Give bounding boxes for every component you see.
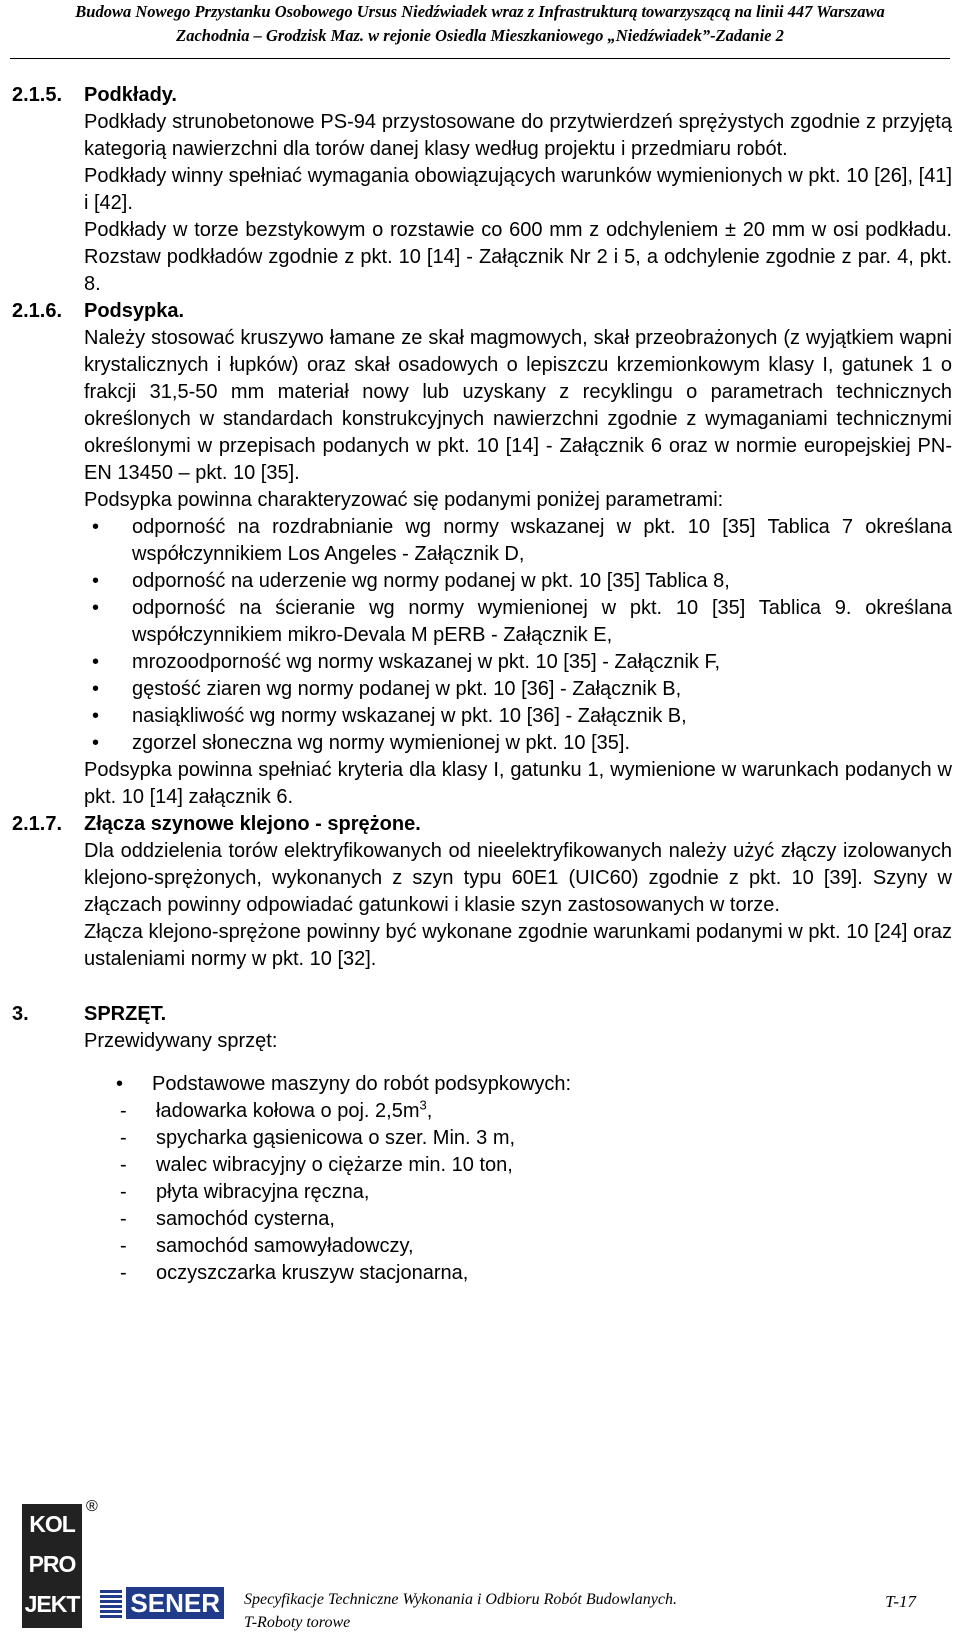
footer-line-1: Specyfikacje Techniczne Wykonania i Odbioru Robót Budowlanych. (244, 1591, 677, 1608)
list-item-text: mrozoodporność wg normy wskazanej w pkt. 10 [35] - Załącznik F, (132, 651, 721, 673)
section-title: Złącza szynowe klejono - sprężone. (84, 813, 421, 835)
section-heading-3 (12, 1001, 952, 1028)
bullet-icon: • (92, 516, 100, 538)
logo-text: JEKT (24, 1591, 80, 1617)
dash-item-text: samochód cysterna, (156, 1208, 335, 1230)
paragraph: Złącza klejono-sprężone powinny być wykonane zgodnie warunkami podanymi w pkt. 10 [24] oraz ustaleniami normy w pkt. 10 [32]. (84, 921, 952, 970)
list-item (84, 730, 952, 757)
paragraph: Podsypka powinna charakteryzować się podanymi poniżej parametrami: (84, 489, 724, 511)
header-line-2: Zachodnia – Grodzisk Maz. w rejonie Osiedla Mieszkaniowego „Niedźwiadek”-Zadanie 2 (176, 26, 784, 45)
page-number: T-17 (885, 1592, 916, 1611)
dash-marker: - (120, 1127, 127, 1149)
list-item (84, 649, 952, 676)
dash-item-text: spycharka gąsienicowa o szer. Min. 3 m, (156, 1127, 516, 1149)
document-body (12, 82, 952, 1287)
paragraph: Podsypka powinna spełniać kryteria dla klasy I, gatunku 1, wymienione w warunkach podanych w pkt. 10 [14] załącznik 6. (84, 759, 952, 808)
bullet-icon: • (92, 651, 100, 673)
list-item (84, 595, 952, 649)
dash-item (120, 1152, 952, 1179)
logo-text: PRO (28, 1551, 76, 1577)
section-number: 2.1.5. (12, 84, 63, 106)
list-item-text: odporność na uderzenie wg normy podanej w pkt. 10 [35] Tablica 8, (132, 570, 730, 592)
bullet-icon: • (92, 732, 100, 754)
bullet-icon: • (92, 570, 100, 592)
section-title: SPRZĘT. (84, 1003, 167, 1025)
section-number: 2.1.6. (12, 300, 63, 322)
dash-item-text: samochód samowyładowczy, (156, 1235, 414, 1257)
list-item (84, 676, 952, 703)
superscript: 3 (419, 1097, 427, 1113)
dash-marker: - (120, 1235, 127, 1257)
dash-item-text-tail: , (426, 1100, 433, 1122)
logo-text: SENER (126, 1587, 224, 1619)
spacer (12, 973, 952, 1001)
section-heading-2-1-7 (12, 811, 952, 838)
dash-marker: - (120, 1154, 127, 1176)
dash-item (120, 1260, 952, 1287)
footer-line-2: T-Roboty torowe (244, 1614, 351, 1631)
paragraph: Należy stosować kruszywo łamane ze skał magmowych, skał przeobrażonych (z wyjątkiem wapni krystalicznych i łupków) oraz skał osadowych o lepiszczu krzemionkowym klasy I, gatunek 1 o frakcji 31,5-50 mm materiał nowy lub uzyskany z recyklingu o parametrach technicznych określonych w standardach konstrukcyjnych nawierzchni zgodnie z wymaganiami technicznymi określonymi w przepisach podanych w pkt. 10 [14] - Załącznik 6 oraz w normie europejskiej PN-EN 13450 – pkt. 10 [35]. (84, 327, 952, 484)
dash-marker: - (120, 1262, 127, 1284)
list-item-text: gęstość ziaren wg normy podanej w pkt. 10 [36] - Załącznik B, (132, 678, 682, 700)
section-title: Podsypka. (84, 300, 185, 322)
list-item (84, 1071, 952, 1098)
dash-marker: - (120, 1181, 127, 1203)
dash-item (120, 1233, 952, 1260)
bullet-icon: • (92, 597, 100, 619)
kolprojekt-logo (22, 1504, 82, 1628)
list-item-text: odporność na ścieranie wg normy wymienionej w pkt. 10 [35] Tablica 9. określana współczynnikiem mikro-Devala M pERB - Załącznik E, (132, 597, 952, 646)
paragraph: Podkłady w torze bezstykowym o rozstawie co 600 mm z odchyleniem ± 20 mm w osi podkładu. Rozstaw podkładów zgodnie z pkt. 10 [14] - Załącznik Nr 2 i 5, a odchylenie zgodnie z par. 4, pkt. 8. (84, 219, 952, 295)
logo-text: KOL (29, 1511, 75, 1537)
header-line-1: Budowa Nowego Przystanku Osobowego Ursus Niedźwiadek wraz z Infrastrukturą towarzyszącą na linii 447 Warszawa (75, 2, 885, 21)
dash-marker: - (120, 1208, 127, 1230)
sener-mark-icon (100, 1588, 122, 1618)
list-item-text: Podstawowe maszyny do robót podsypkowych: (152, 1073, 572, 1095)
bullet-icon: • (92, 705, 100, 727)
paragraph: Podkłady winny spełniać wymagania obowiązujących warunków wymienionych w pkt. 10 [26], [41] i [42]. (84, 165, 952, 214)
list-item (84, 568, 952, 595)
page-footer (0, 1490, 960, 1638)
dash-marker: - (120, 1100, 127, 1122)
section-heading-2-1-6 (12, 298, 952, 325)
list-item (84, 514, 952, 568)
dash-item-text: walec wibracyjny o ciężarze min. 10 ton, (156, 1154, 513, 1176)
dash-item-text: oczyszczarka kruszyw stacjonarna, (156, 1262, 469, 1284)
dash-item (120, 1179, 952, 1206)
sener-logo (100, 1586, 224, 1620)
dash-item (120, 1206, 952, 1233)
paragraph: Przewidywany sprzęt: (84, 1030, 278, 1052)
list-item (84, 703, 952, 730)
running-header (0, 0, 960, 48)
bullet-icon: • (92, 678, 100, 700)
section-title: Podkłady. (84, 84, 177, 106)
dash-item-text-main: ładowarka kołowa o poj. 2,5m (156, 1100, 420, 1122)
paragraph: Dla oddzielenia torów elektryfikowanych od nieelektryfikowanych należy użyć złączy izolowanych klejono-sprężonych, wykonanych z szyn typu 60E1 (UIC60) zgodnie z pkt. 10 [39]. Szyny w złączach powinny odpowiadać gatunkowi i klasie szyn zastosowanych w torze. (84, 840, 952, 916)
dash-item-text: płyta wibracyjna ręczna, (156, 1181, 370, 1203)
list-item-text: zgorzel słoneczna wg normy wymienionej w pkt. 10 [35]. (132, 732, 631, 754)
list-item-text: odporność na rozdrabnianie wg normy wskazanej w pkt. 10 [35] Tablica 7 określana współczynnikiem Los Angeles - Załącznik D, (132, 516, 952, 565)
section-number: 3. (12, 1003, 29, 1025)
dash-item-text (156, 1098, 432, 1125)
list-item-text: nasiąkliwość wg normy wskazanej w pkt. 10 [36] - Załącznik B, (132, 705, 687, 727)
section-number: 2.1.7. (12, 813, 63, 835)
paragraph: Podkłady strunobetonowe PS-94 przystosowane do przytwierdzeń sprężystych zgodnie z przyjętą kategorią nawierzchni dla torów danej klasy według projektu i przedmiaru robót. (84, 111, 952, 160)
dash-item (120, 1125, 952, 1152)
footer-text (244, 1588, 677, 1634)
dash-item (120, 1098, 952, 1125)
header-rule (10, 58, 950, 59)
registered-mark: ® (86, 1498, 98, 1515)
bullet-icon: • (116, 1073, 124, 1095)
section-heading-2-1-5 (12, 82, 952, 109)
